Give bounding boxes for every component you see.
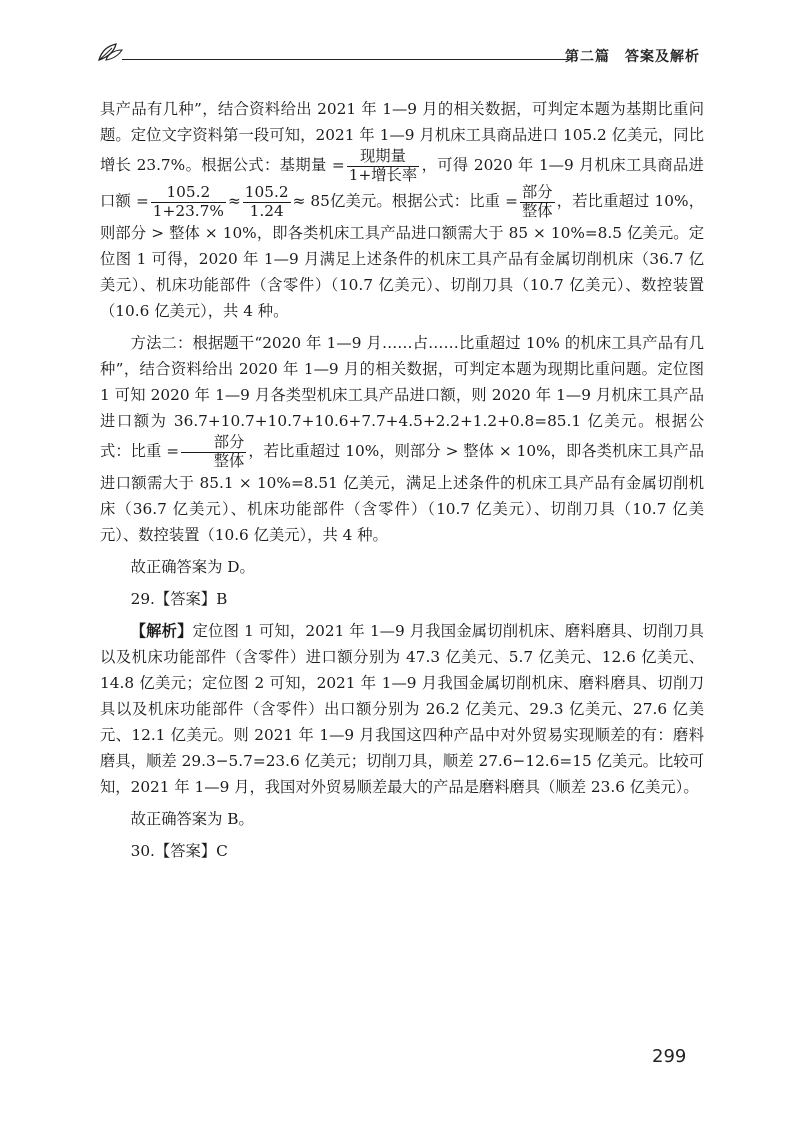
fraction-denominator: 1.24 xyxy=(249,201,284,220)
page-body xyxy=(100,96,704,864)
text-run: 具产品有几种”，结合资料给出 2021 年 1—9 月的相关数据，可判定本题为基期比重问题。定位文字资料第一段可知，2021 年 1—9 月机床工具商品进口 105.2 亿美元，同比增长 23.7%。根据公式：基期量 = xyxy=(100,100,704,175)
answer-29-label: 29.【答案】B xyxy=(130,590,228,609)
leaf-ornament-icon xyxy=(96,40,124,64)
text-run: ≈ 85亿美元。根据公式：比重 = xyxy=(292,192,518,211)
fraction-numerator: 部分 xyxy=(181,434,246,453)
text-run: ，若比重超过 10%，则部分 > 整体 × 10%，即各类机床工具产品进口额需大于 85.1 × 10%=8.51 亿美元，满足上述条件的机床工具产品有金属切削机床（36.7 亿美元）、机床功能部件（含零件）（10.7 亿美元）、切削刀具（10.7 亿美元）、数控装置（10.6 亿美元），共 4 种。 xyxy=(100,442,705,545)
paragraph-2 xyxy=(100,330,704,548)
paragraph-4 xyxy=(100,618,704,800)
approx-sign: ≈ xyxy=(227,192,241,211)
fraction-formula xyxy=(181,434,246,470)
analysis-label: 【解析】 xyxy=(130,622,193,641)
fraction-denominator: 1+增长率 xyxy=(348,165,418,184)
paragraph-3: 故正确答案为 D。 xyxy=(130,558,255,577)
text-run: ，可得 2020 年 1—9 月机床工具商品进口额 = xyxy=(100,156,704,211)
fraction-formula xyxy=(151,184,226,220)
fraction-numerator: 105.2 xyxy=(244,183,289,202)
section-title: 第二篇 答案及解析 xyxy=(565,49,700,65)
page-number: 299 xyxy=(652,1046,687,1067)
text-run: ，若比重超过 10%，则部分 > 整体 × 10%，即各类机床工具产品进口额需大于 85 × 10%=8.5 亿美元。定位图 1 可得，2020 年 1—9 月满足上述条件的机床工具产品有金属切削机床（36.7 亿美元）、机床功能部件（含零件）（10.7 亿美元）、切削刀具（10.7 亿美元）、数控装置（10.6 亿美元），共 4 种。 xyxy=(100,192,705,321)
fraction-denominator: 1+23.7% xyxy=(152,201,224,220)
fraction-denominator: 整体 xyxy=(521,201,553,220)
fraction-formula xyxy=(520,184,555,220)
fraction-numerator: 部分 xyxy=(521,183,553,202)
fraction-numerator: 105.2 xyxy=(151,184,226,203)
header-rule xyxy=(122,59,570,60)
answer-30-label: 30.【答案】C xyxy=(130,842,228,861)
text-run: 方法二：根据题干“2020 年 1—9 月……占……比重超过 10% 的机床工具产品有几种”，结合资料给出 2020 年 1—9 月的相关数据，可判定本题为现期比重问题。定位图 1 可知 2020 年 1—9 月各类型机床工具产品进口额，则 2020 年 1—9 月机床工具产品进口额为 36.7+10.7+10.7+10.6+7.7+4.5+2.2+1.2+0.8=85.1 亿美元。根据公式：比重 = xyxy=(100,334,704,461)
fraction-formula xyxy=(347,148,419,184)
text-run: 定位图 1 可知，2021 年 1—9 月我国金属切削机床、磨料磨具、切削刀具以及机床功能部件（含零件）进口额分别为 47.3 亿美元、5.7 亿美元、12.6 亿美元、14.8 亿美元；定位图 2 可知，2021 年 1—9 月我国金属切削机床、磨料磨具、切削刀具以及机床功能部件（含零件）出口额分别为 26.2 亿美元、29.3 亿美元、27.6 亿美元、12.1 亿美元。则 2021 年 1—9 月我国这四种产品中对外贸易实现顺差的有：磨料磨具，顺差 29.3−5.7=23.6 亿美元；切削刀具，顺差 27.6−12.6=15 亿美元。比较可知，2021 年 1—9 月，我国对外贸易顺差最大的产品是磨料磨具（顺差 23.6 亿美元）。 xyxy=(100,622,704,797)
fraction-numerator: 现期量 xyxy=(347,148,419,167)
page-header xyxy=(96,36,702,68)
paragraph-5: 故正确答案为 B。 xyxy=(130,810,254,829)
fraction-formula xyxy=(243,184,291,220)
paragraph-1 xyxy=(100,96,704,324)
fraction-denominator: 整体 xyxy=(213,451,245,470)
